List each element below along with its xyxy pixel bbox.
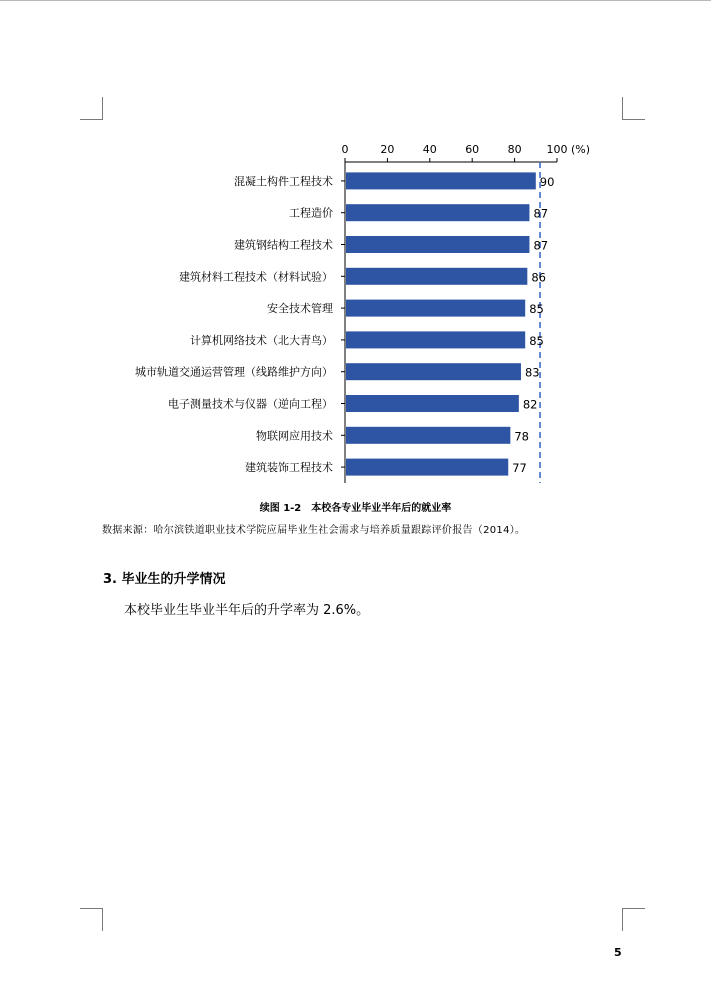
category-label: 建筑钢结构工程技术 <box>234 238 333 252</box>
bar <box>346 427 510 444</box>
data-source-note: 数据来源：哈尔滨铁道职业技术学院应届毕业生社会需求与培养质量跟踪评价报告（2014）。 <box>102 525 526 536</box>
body-paragraph: 本校毕业生毕业半年后的升学率为 2.6%。 <box>124 603 370 618</box>
category-label: 建筑装饰工程技术 <box>245 461 333 475</box>
category-label: 计算机网络技术（北大青鸟） <box>190 333 333 347</box>
x-tick-label: 80 <box>507 143 522 156</box>
data-label: 86 <box>531 270 546 285</box>
category-label: 混凝土构件工程技术 <box>234 174 333 188</box>
x-tick-label: 100 <box>546 143 568 156</box>
bar <box>346 268 527 285</box>
bar <box>346 459 508 476</box>
data-label: 77 <box>512 461 527 476</box>
data-label: 85 <box>529 333 544 348</box>
data-label: 85 <box>529 302 544 317</box>
category-label: 建筑材料工程技术（材料试验） <box>179 270 333 284</box>
data-label: 83 <box>524 365 540 380</box>
category-label: 工程造价 <box>289 206 333 220</box>
figure-caption: 续图 1-2 本校各专业毕业半年后的就业率 <box>259 503 452 514</box>
bar <box>346 236 529 253</box>
category-label: 电子测量技术与仪器（逆向工程） <box>168 397 333 411</box>
category-label: 城市轨道交通运营管理（线路维护方向） <box>135 365 333 379</box>
bar <box>346 331 525 348</box>
x-tick-label: 60 <box>465 143 480 156</box>
x-tick-label: 20 <box>380 143 395 156</box>
bar <box>346 172 536 189</box>
data-label: 78 <box>514 429 530 444</box>
x-tick-label: 40 <box>422 143 437 156</box>
data-label: 90 <box>539 174 555 189</box>
crop-mark-bottom-right <box>622 908 645 931</box>
x-tick-label: 0 <box>341 143 349 156</box>
data-label: 87 <box>533 206 549 221</box>
crop-mark-bottom-left <box>80 908 103 931</box>
category-label: 物联网应用技术 <box>256 429 333 443</box>
x-axis-unit: (%) <box>571 143 591 156</box>
category-label: 安全技术管理 <box>267 302 333 316</box>
bar <box>346 204 529 221</box>
employment-rate-chart <box>0 0 711 490</box>
data-label: 82 <box>522 397 538 412</box>
bar <box>346 300 525 317</box>
bar <box>346 363 521 380</box>
bar <box>346 395 519 412</box>
data-label: 87 <box>533 238 549 253</box>
section-title: 3. 毕业生的升学情况 <box>103 572 226 587</box>
page-number: 5 <box>614 946 622 959</box>
